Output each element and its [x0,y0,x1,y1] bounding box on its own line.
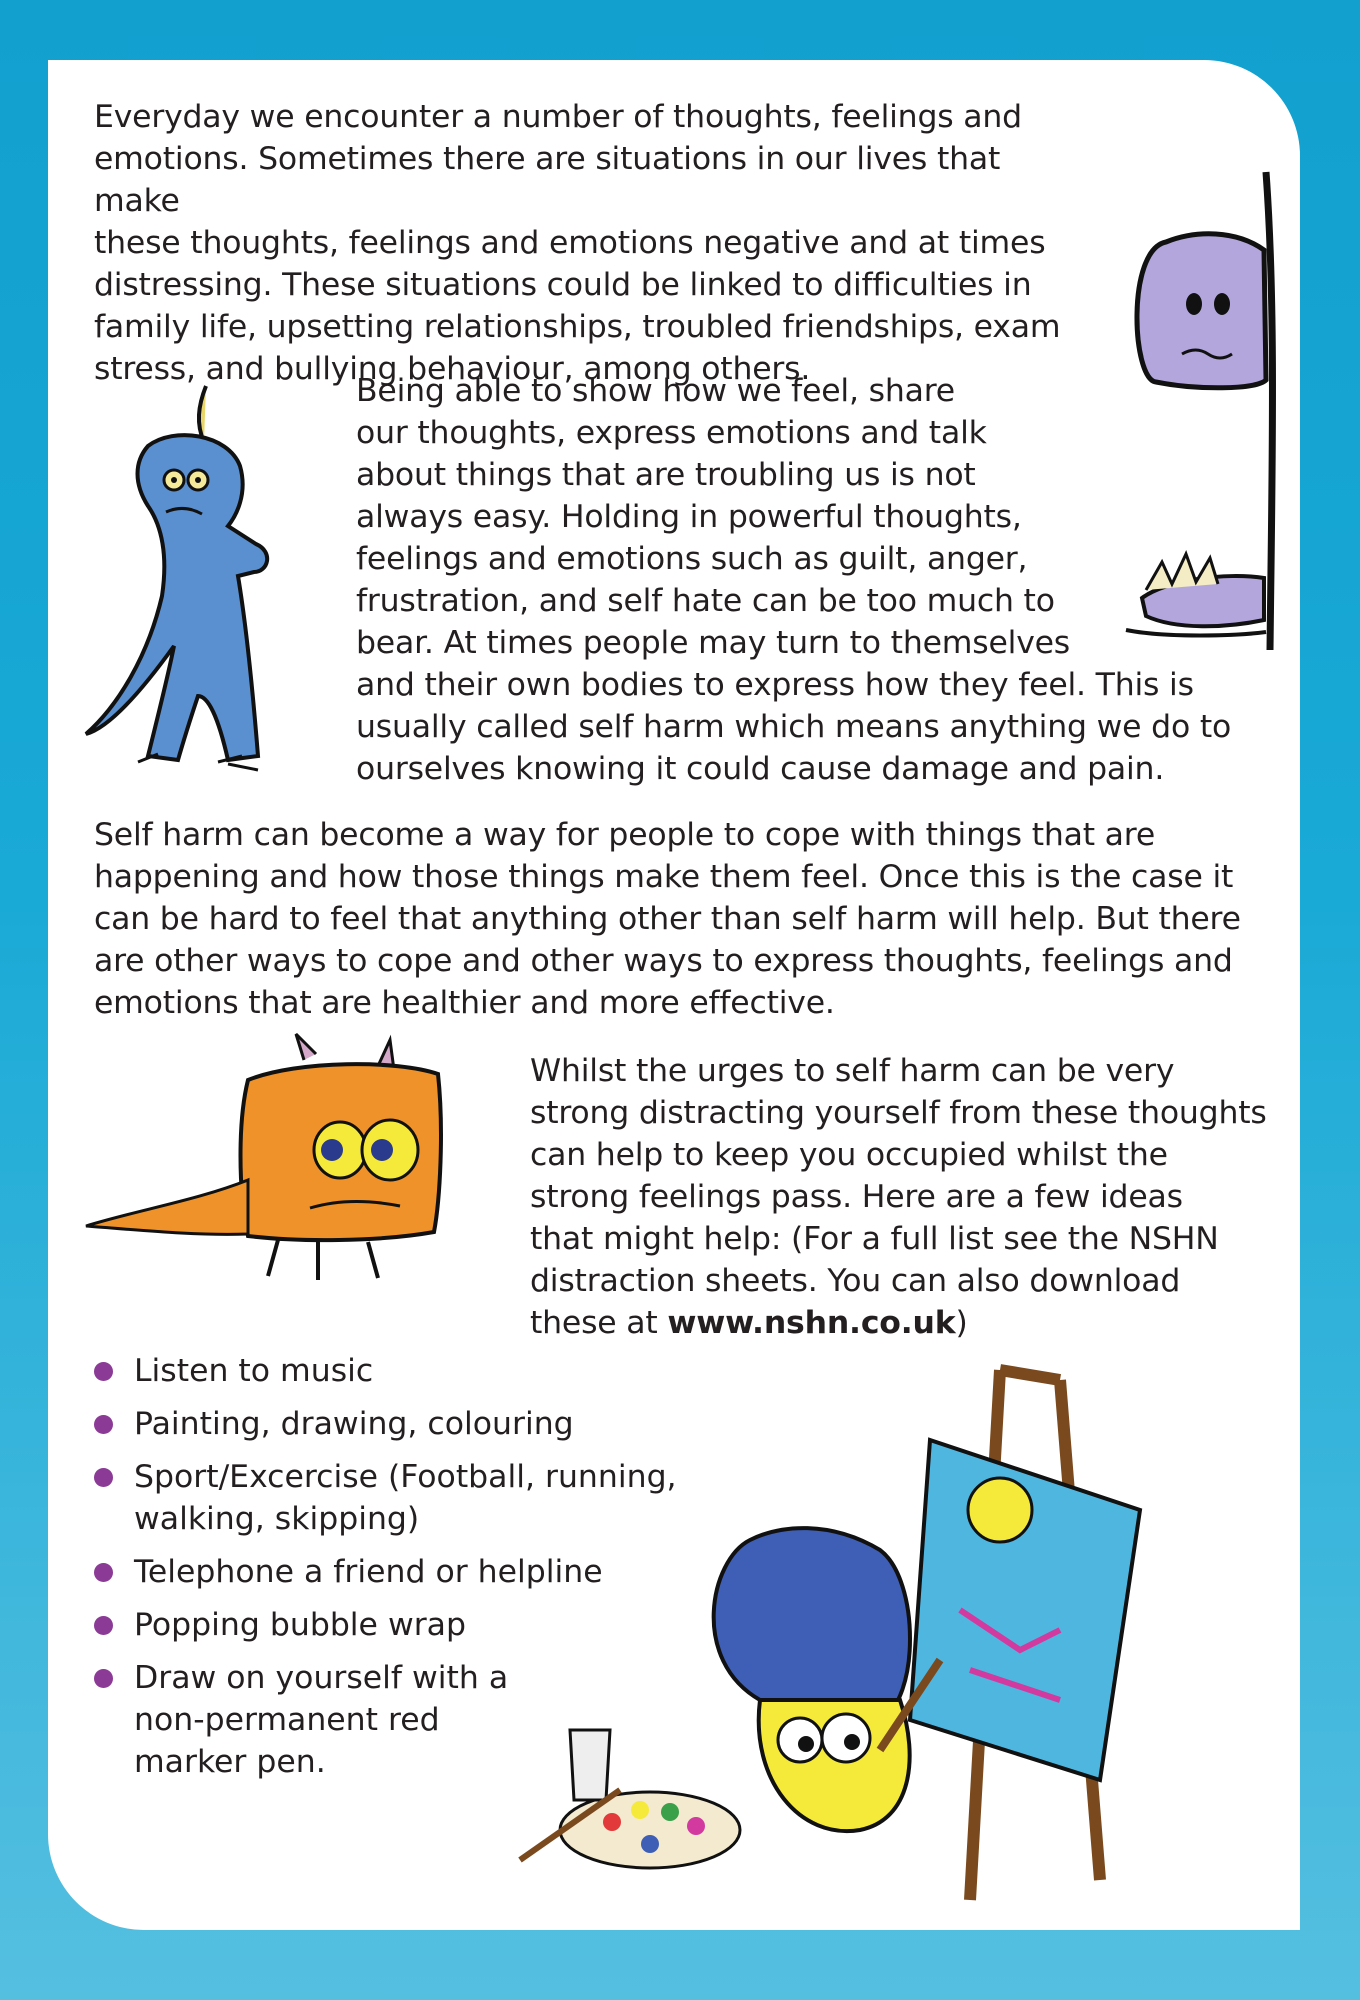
list-item-text: non-permanent red [134,1702,440,1738]
fourth-paragraph [530,1050,1290,1344]
bullet-dot-icon [94,1362,113,1381]
fourth-last-suffix: ) [955,1305,968,1341]
fourth-line: strong distracting yourself from these thoughts [530,1095,1267,1131]
third-line: can be hard to feel that anything other than self harm will help. But there [94,901,1241,937]
list-item-text: Painting, drawing, colouring [134,1406,574,1442]
second-line: bear. At times people may turn to themselves [356,625,1071,661]
list-item-text: Popping bubble wrap [134,1607,466,1643]
list-item-text: Sport/Excercise (Football, running, [134,1459,677,1495]
second-line: and their own bodies to express how they feel. This is [356,667,1194,703]
orange-square-monster-illustration [78,1030,478,1290]
fourth-last-prefix: these at [530,1305,668,1341]
intro-paragraph [94,96,1094,390]
fourth-line: strong feelings pass. Here are a few ideas [530,1179,1183,1215]
bullet-dot-icon [94,1563,113,1582]
third-line: happening and how those things make them feel. Once this is the case it [94,859,1234,895]
intro-line: Everyday we encounter a number of thoughts, feelings and [94,99,1022,135]
list-item-text: Draw on yourself with a [134,1660,509,1696]
intro-line: stress, and bullying behaviour, among others. [94,351,811,387]
second-line: feelings and emotions such as guilt, anger, [356,541,1028,577]
page-card [48,60,1300,1930]
list-item-text: marker pen. [134,1744,326,1780]
bullet-dot-icon [94,1468,113,1487]
second-line: always easy. Holding in powerful thoughts, [356,499,1022,535]
list-item-text: walking, skipping) [134,1501,420,1537]
third-line: are other ways to cope and other ways to express thoughts, feelings and [94,943,1233,979]
intro-line: family life, upsetting relationships, troubled friendships, exam [94,309,1061,345]
intro-line: emotions. Sometimes there are situations in our lives that make [94,141,1001,219]
yellow-painter-monster-illustration [500,1360,1260,1920]
second-line: about things that are troubling us is not [356,457,976,493]
bullet-dot-icon [94,1616,113,1635]
purple-peeking-monster-illustration [1086,110,1300,670]
fourth-last-line [530,1302,1290,1344]
bullet-dot-icon [94,1415,113,1434]
fourth-line: Whilst the urges to self harm can be very [530,1053,1175,1089]
intro-line: distressing. These situations could be linked to difficulties in [94,267,1032,303]
third-paragraph [94,814,1254,1024]
bullet-dot-icon [94,1669,113,1688]
nshn-website-link[interactable]: www.nshn.co.uk [667,1305,956,1341]
fourth-line: distraction sheets. You can also download [530,1263,1181,1299]
second-line: usually called self harm which means anything we do to [356,709,1232,745]
intro-line: these thoughts, feelings and emotions negative and at times [94,225,1046,261]
second-line: ourselves knowing it could cause damage and pain. [356,751,1165,787]
third-line: Self harm can become a way for people to cope with things that are [94,817,1156,853]
fourth-line: can help to keep you occupied whilst the [530,1137,1168,1173]
list-item-text: Listen to music [134,1353,374,1389]
blue-horned-monster-illustration [78,376,348,796]
list-item-text: Telephone a friend or helpline [134,1554,603,1590]
fourth-line: that might help: (For a full list see the NSHN [530,1221,1219,1257]
second-line: our thoughts, express emotions and talk [356,415,987,451]
second-line: Being able to show how we feel, share [356,373,955,409]
third-line: emotions that are healthier and more effective. [94,985,835,1021]
second-line: frustration, and self hate can be too much to [356,583,1055,619]
